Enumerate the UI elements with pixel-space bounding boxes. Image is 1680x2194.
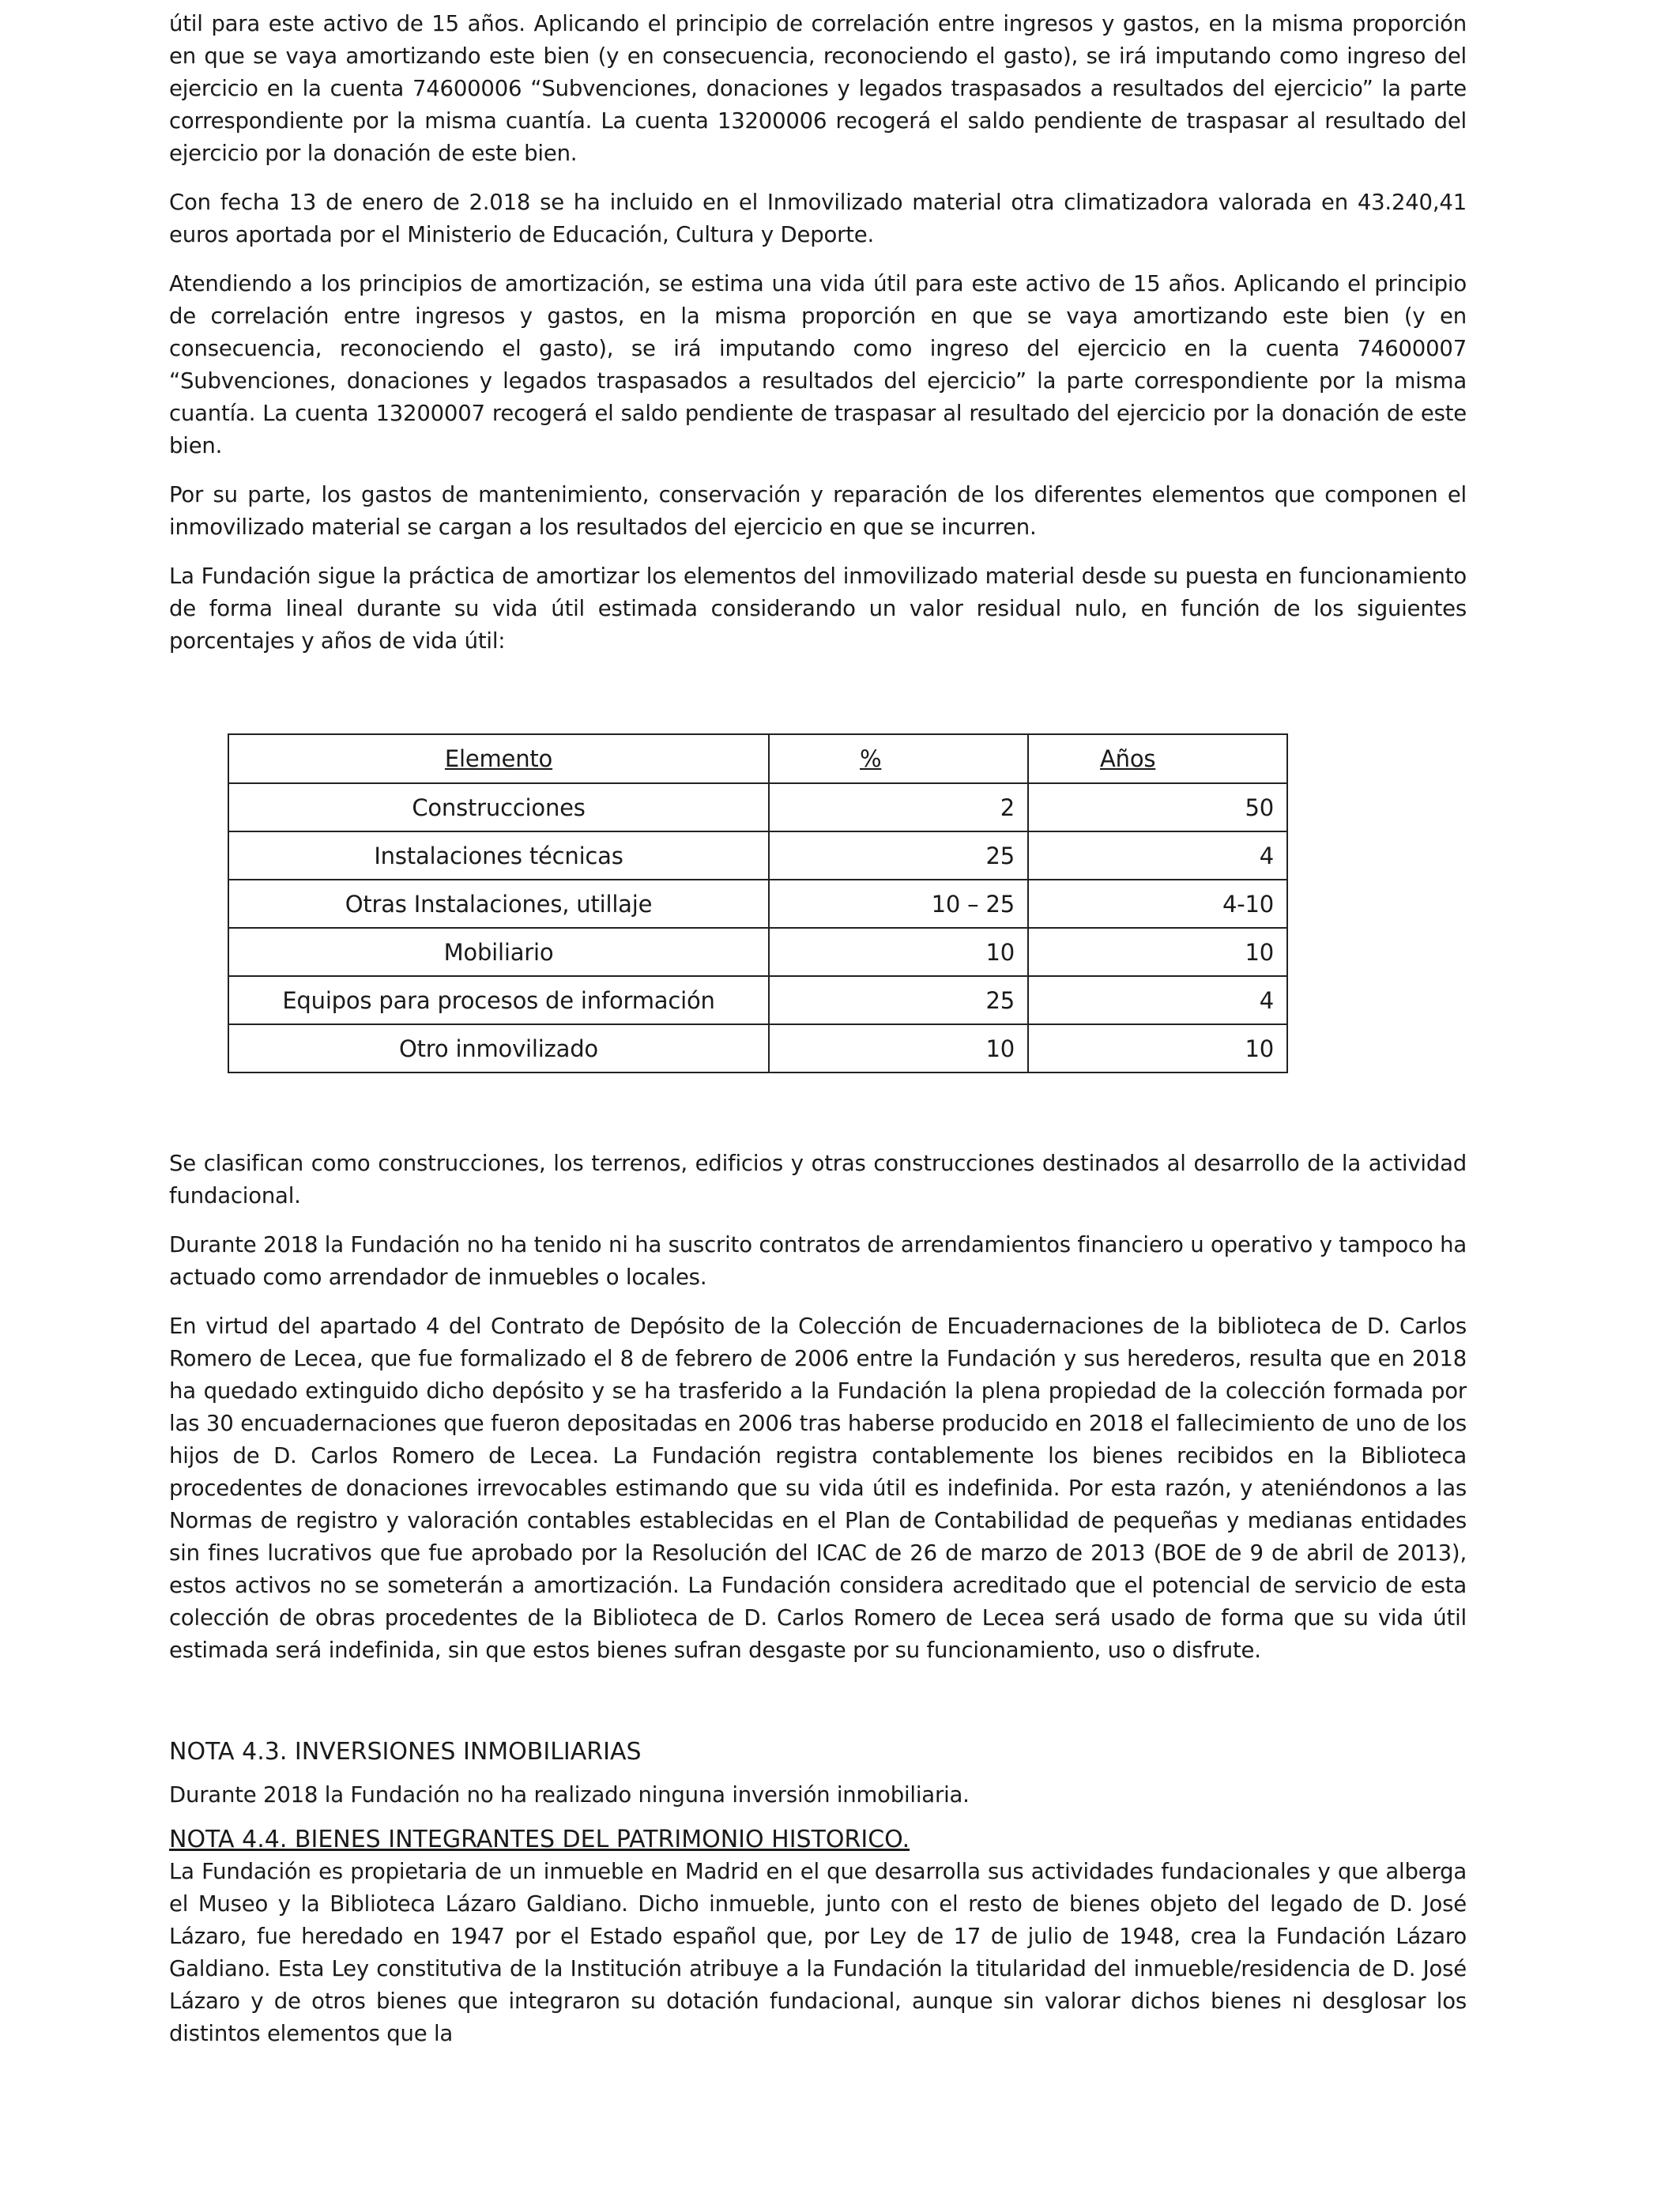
cell-anos: 10 [1028,1024,1287,1072]
header-anos: Años [1028,734,1287,783]
cell-anos: 4 [1028,831,1287,880]
table-row [228,783,1287,831]
header-elemento: Elemento [228,734,769,783]
table-row [228,831,1287,880]
cell-anos: 4 [1028,976,1287,1024]
section-body-4-4: La Fundación es propietaria de un inmueble en Madrid en el que desarrolla sus actividades fundacionales y que alberga el Museo y la Biblioteca Lázaro Galdiano. Dicho inmueble, junto con el resto de bienes objeto del legado de D. José Lázaro, fue heredado en 1947 por el Estado español que, por Ley de 17 de julio de 1948, crea la Fundación Lázaro Galdiano. Esta Ley constitutiva de la Institución atribuye a la Fundación la titularidad del inmueble/residencia de D. José Lázaro y de otros bienes que integraron su dotación fundacional, aunque sin valorar dichos bienes ni desglosar los distintos elementos que la [169,1859,1467,2046]
paragraph: La Fundación sigue la práctica de amortizar los elementos del inmovilizado material desde su puesta en funcionamiento de forma lineal durante su vida útil estimada considerando un valor residual nulo, en función de los siguientes porcentajes y años de vida útil: [169,564,1467,654]
header-percent: % [769,734,1028,783]
cell-elemento: Construcciones [228,783,769,831]
cell-anos: 10 [1028,928,1287,976]
cell-elemento: Equipos para procesos de información [228,976,769,1024]
paragraph: Por su parte, los gastos de mantenimiento, conservación y reparación de los diferentes elementos que componen el inmovilizado material se cargan a los resultados del ejercicio en que se incurren. [169,482,1467,540]
paragraph: útil para este activo de 15 años. Aplicando el principio de correlación entre ingresos y gastos, en la misma proporción en que se vaya amortizando este bien (y en consecuencia, reconociendo el gasto), se irá imputando como ingreso del ejercicio en la cuenta 74600006 “Subvenciones, donaciones y legados traspasados a resultados del ejercicio” la parte correspondiente por la misma cuantía. La cuenta 13200006 recogerá el saldo pendiente de traspasar al resultado del ejercicio por la donación de este bien. [169,11,1467,166]
cell-elemento: Otras Instalaciones, utillaje [228,880,769,928]
paragraph: Con fecha 13 de enero de 2.018 se ha incluido en el Inmovilizado material otra climatizadora valorada en 43.240,41 euros aportada por el Ministerio de Educación, Cultura y Deporte. [169,190,1467,247]
amortization-table-container [228,733,1286,1073]
cell-anos: 4-10 [1028,880,1287,928]
paragraph: Se clasifican como construcciones, los terrenos, edificios y otras construcciones destinados al desarrollo de la actividad fundacional. [169,1151,1467,1208]
paragraph: Durante 2018 la Fundación no ha tenido ni ha suscrito contratos de arrendamientos financiero u operativo y tampoco ha actuado como arrendador de inmuebles o locales. [169,1232,1467,1290]
paragraph: Atendiendo a los principios de amortización, se estima una vida útil para este activo de 15 años. Aplicando el principio de correlación entre ingresos y gastos, en la misma proporción en que se vaya amortizando este bien (y en consecuencia, reconociendo el gasto), se irá imputando como ingreso del ejercicio en la cuenta 74600007 “Subvenciones, donaciones y legados traspasados a resultados del ejercicio” la parte correspondiente por la misma cuantía. La cuenta 13200007 recogerá el saldo pendiente de traspasar al resultado del ejercicio por la donación de este bien. [169,271,1467,458]
table-row [228,880,1287,928]
table-row [228,976,1287,1024]
section-heading-4-3: NOTA 4.3. INVERSIONES INMOBILIARIAS [169,1738,642,1766]
cell-elemento: Otro inmovilizado [228,1024,769,1072]
cell-anos: 50 [1028,783,1287,831]
cell-percent: 2 [769,783,1028,831]
cell-percent: 10 [769,1024,1028,1072]
section-heading-4-4: NOTA 4.4. BIENES INTEGRANTES DEL PATRIMONIO HISTORICO. [169,1826,910,1853]
post-table-section [169,1148,1467,1667]
cell-percent: 10 [769,928,1028,976]
cell-percent: 25 [769,831,1028,880]
paragraph: En virtud del apartado 4 del Contrato de Depósito de la Colección de Encuadernaciones de la biblioteca de D. Carlos Romero de Lecea, que fue formalizado el 8 de febrero de 2006 entre la Fundación y sus herederos, resulta que en 2018 ha quedado extinguido dicho depósito y se ha trasferido a la Fundación la plena propiedad de la colección formada por las 30 encuadernaciones que fueron depositadas en 2006 tras haberse producido en 2018 el fallecimiento de uno de los hijos de D. Carlos Romero de Lecea. La Fundación registra contablemente los bienes recibidos en la Biblioteca procedentes de donaciones irrevocables estimando que su vida útil es indefinida. Por esta razón, y ateniéndonos a las Normas de registro y valoración contables establecidas en el Plan de Contabilidad de pequeñas y medianas entidades sin fines lucrativos que fue aprobado por la Resolución del ICAC de 26 de marzo de 2013 (BOE de 9 de abril de 2013), estos activos no se someterán a amortización. La Fundación considera acreditado que el potencial de servicio de esta colección de obras procedentes de la Biblioteca de D. Carlos Romero de Lecea será usado de forma que su vida útil estimada será indefinida, sin que estos bienes sufran desgaste por su funcionamiento, uso o disfrute. [169,1314,1467,1663]
table-row [228,928,1287,976]
table-row [228,1024,1287,1072]
amortization-table [228,733,1288,1073]
cell-percent: 10 – 25 [769,880,1028,928]
cell-elemento: Instalaciones técnicas [228,831,769,880]
cell-percent: 25 [769,976,1028,1024]
section-body-4-3: Durante 2018 la Fundación no ha realizado ninguna inversión inmobiliaria. [169,1782,970,1808]
table-header-row [228,734,1287,783]
document-page [169,8,1467,2067]
cell-elemento: Mobiliario [228,928,769,976]
